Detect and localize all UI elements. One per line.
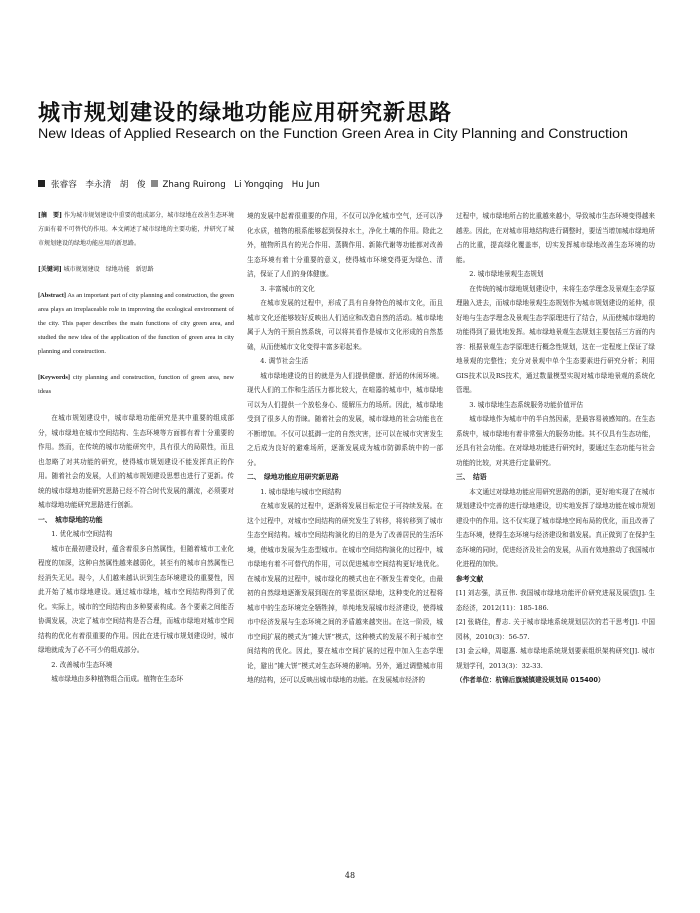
- section-2-1-text-cont: 过程中，城市绿地所占的比重越来越小，导致城市生态环境变得越来越差。因此，在对城市用地结构进行调整时，要适当增加城市绿地所占的比重，提高绿化覆盖率，切实发挥城市绿地改善生态环境的功能。: [456, 212, 655, 264]
- section-3-text: 本文通过对绿地功能应用研究思路的创新，更好地实现了在城市规划建设中完善的进行绿地建设，切实地发挥了绿地功能在城市规划建设中的作用。这不仅实现了城市绿地空间布局的优化，而且改善了生态环境，使得生态环境与经济建设和谐发展。真正做到了在保护生态环境的同时，促进经济及社会的发展，从而有效地推动了我国城市化进程的加快。: [456, 487, 655, 568]
- section-2-1-heading: 1. 城市绿地与城市空间结构: [260, 487, 342, 496]
- abstract-en: [38, 289, 234, 359]
- section-1-1-text: 城市在最初建设时，蕴含着很多自然属性，但随着城市工业化程度的加深，这种自然属性越来越弱化，甚至有的城市自然属性已经消失无见。现今，人们越来越认识到生态环境建设的重要性，因此开始了城市绿地建设。通过城市绿地，城市空间结构得到了优化。实际上，城市的空间结构由多种要素构成。各个要素之间能否协调发展，决定了城市空间结构是否合理，而城市绿地对城市空间结构的优化有着很重要的作用。因此在进行城市规划建设时，城市绿地就成为了必不可少的组成部分。: [38, 544, 234, 654]
- column-1: [38, 209, 234, 687]
- section-1-4-heading: 4. 调节社会生活: [260, 357, 309, 365]
- section-1-3-text: 在城市发展的过程中，形成了具有自身特色的城市文化，而且城市文化还能够较好反映出人们适应和改造自然的活动。城市绿地属于人为的干预自然系统，可以将其看作是城市文化形成的自然基础，从而使城市文化变得丰富多彩起来。: [247, 299, 443, 351]
- abstract-en-text: As an important part of city planning and construction, the green area plays an irreplaceable role in improving the ecological environment of the city. This paper describes the main functions of city green area, and studied the new idea of the application of the function of green area in city planning and construction.: [38, 292, 234, 355]
- keywords-cn-label: [关键词]: [38, 266, 62, 273]
- authors-en: Zhang Ruirong Li Yongqing Hu Jun: [162, 180, 320, 190]
- keywords-en-text: city planning and construction, function of green area, new ideas: [38, 374, 234, 395]
- section-2-2-heading: 2. 城市绿地景观生态规划: [469, 270, 544, 278]
- section-1-3-heading: 3. 丰富城市的文化: [260, 284, 315, 293]
- section-2-heading: 二、 绿地功能应用研究新思路: [247, 473, 339, 481]
- abstract-cn-text: 作为城市规划建设中重要的组成部分，城市绿地在改善生态环境方面有着不可替代的作用。本文阐述了城市绿地的主要功能，并研究了城市规划建设的绿地功能应用的新思路。: [38, 212, 234, 247]
- section-1-heading: 一、 城市绿地的功能: [38, 515, 103, 524]
- keywords-cn: [38, 263, 234, 277]
- square-separator-icon: [151, 180, 158, 187]
- references-heading: 参考文献: [456, 574, 484, 583]
- keywords-cn-text: 城市规划建设 绿地功能 新思路: [63, 266, 154, 273]
- reference-item: [1] 刘志强，洪亘伟. 我国城市绿地功能评价研究进展及展望[J]. 生态经济，2012(11)：185-186.: [456, 589, 655, 612]
- abstract-en-label: [Abstract]: [38, 292, 67, 299]
- paper-title-cn: 城市规划建设的绿地功能应用研究新思路: [38, 101, 453, 126]
- reference-item: [2] 张晓佳，曹志. 关于城市绿地系统规划层次的若干思考[J]. 中国园林，2010(3)：56-57.: [456, 618, 655, 641]
- column-3: [456, 209, 655, 688]
- keywords-en-label: [Keywords]: [38, 374, 70, 381]
- section-2-1-text: 在城市发展的过程中，逐渐将发展目标定位于可持续发展。在这个过程中，对城市空间结构的研究发生了转移，将转移到了城市生态空间结构。城市空间结构演化的目的是为了改善居民的生活环境，使城市发展为生态型城市。在城市空间结构演化的过程中，城市绿地有着不可替代的作用，可以促进城市空间结构更好地优化。在城市发展的过程中，城市绿化的模式也在不断发生着变化，由最初的自然绿地逐渐发展到现在的零星街区绿地，这种变化的过程将城市中的生态环境完全牺牲掉，单纯地发展城市经济建设，使得城市中经济发展与生态环境之间的矛盾越来越突出。在这一阶段，城市空间扩展的模式为“摊大饼”模式，这种模式的发展不利于城市空间结构的优化。因此，要在城市空间扩展的过程中加入生态学理论，避出“摊大饼”模式对生态环境的影响。另外，通过调整城市用地的结构，还可以反映出城市绿地的功能。在发展城市经济的: [247, 502, 443, 684]
- section-2-3-text: 城市绿地作为城市中的半自然因素，是最容易被感知的。在生态系统中，城市绿地有着非常强大的服务功能。其不仅具有生态功能，还具有社会功能。在对绿地功能进行研究时，要通过生态功能与社会功能的比较，对其进行定量研究。: [456, 415, 655, 467]
- section-1-2-heading: 2. 改善城市生态环境: [51, 660, 113, 669]
- page-number: 48: [344, 871, 356, 880]
- keywords-en: [38, 371, 234, 399]
- intro-paragraph: 在城市规划建设中，城市绿地功能研究是其中重要的组成部分，城市绿地在城市空间结构、生态环境等方面都有着十分重要的作用。然而，在传统的城市功能研究中，具有很大的局限性，而且也忽略了对其功能的研究，使得城市规划建设不能发挥真正的作用。随着社会的发展，人们的城市规划建设思想也进行了更新。传统的城市绿地功能研究思路已经不符合时代发展的潮流，必须要对城市绿地功能研究思路进行创新。: [38, 414, 234, 509]
- section-1-4-text: 城市绿地建设的目的就是为人们提供健康、舒适的休闲环境。现代人们的工作和生活压力都比较大，在喧嚣的城市中，城市绿地可以为人们提供一个放松身心、缓解压力的场所。因此，城市绿地受到了很多人的青睐。随着社会的发展，城市绿地的社会功能也在不断增加。不仅可以抵御一定的自然灾害，还可以在城市灾害发生之后成为良好的避难场所，逐渐发展成为城市防御系统中的一部分。: [247, 371, 443, 467]
- author-affiliation: （作者单位：杭锦后旗城镇建设规划局 015400）: [456, 676, 605, 684]
- section-1-1-heading: 1. 优化城市空间结构: [51, 530, 113, 538]
- column-2: [247, 209, 443, 688]
- square-bullet-icon: [38, 180, 45, 187]
- abstract-cn-label: [摘 要]: [38, 212, 62, 219]
- section-2-3-heading: 3. 城市绿地生态系统服务功能价值评估: [469, 400, 584, 409]
- authors-cn: 张睿容 李永清 胡 俊: [51, 180, 146, 190]
- reference-item: [3] 金云峰，周聪惠. 城市绿地系统规划要素组织架构研究[J]. 城市规划学刊，2013(3)：32-33.: [456, 647, 655, 670]
- section-1-2-text: 城市绿地由多种植物组合而成。植物在生态环: [51, 675, 184, 683]
- author-line: [38, 178, 668, 190]
- section-3-heading: 三、 结语: [456, 473, 487, 481]
- section-2-2-text: 在传统的城市绿地规划建设中，未将生态学理念及景观生态学原理融入进去，而城市绿地景观生态规划作为城市规划建设的延伸，很好地与生态学理念及景观生态学原理进行了结合，从而使城市绿地的功能得到了最优地发挥。城市绿地景观生态规划主要包括三方面的内容：根据景观生态学原理进行概念性规划，这在一定程度上保证了绿地景观的完整性；充分对景观中单个生态要素进行研究分析；利用GIS技术以及RS技术，通过数量模型实现对城市绿地景观的系统化管理。: [456, 284, 655, 394]
- paper-title-en: New Ideas of Applied Research on the Function Green Area in City Planning and Construction: [38, 126, 628, 142]
- section-1-2-text-cont: 境的发展中起着很重要的作用，不仅可以净化城市空气，还可以净化水质，植物的根系能够起到保持水土，净化土壤的作用。除此之外，植物所具有的光合作用、蒸腾作用、新陈代谢等功能都对改善生态环境有着十分重要的意义，使得城市环境变得更为绿色、清洁，保证了人们的身体健康。: [247, 212, 443, 278]
- abstract-cn: [38, 209, 234, 251]
